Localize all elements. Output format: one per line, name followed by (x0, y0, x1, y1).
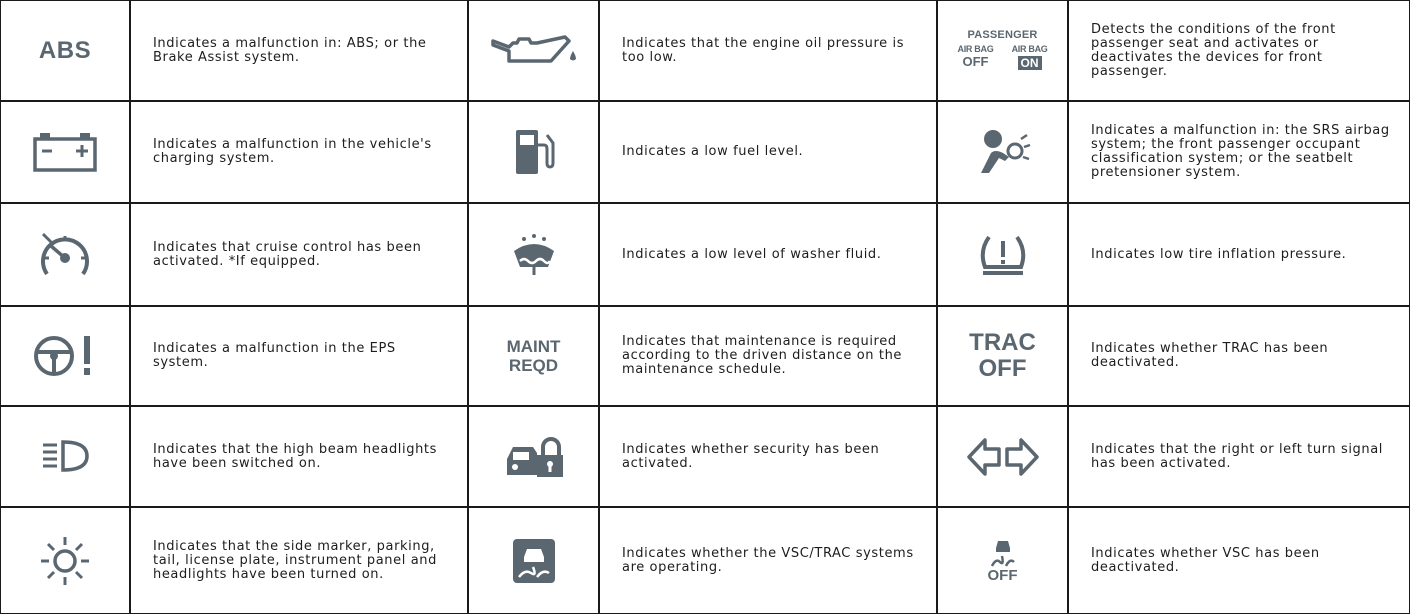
icon-cell (469, 508, 600, 613)
icon-cell (938, 407, 1069, 508)
description-text: Indicates whether security has been activated. (622, 441, 880, 471)
description-text: Indicates a malfunction in: the SRS airbag system; the front passenger occupant classification system; or the seatbelt pretensioner system. (1091, 123, 1390, 180)
description-text: Indicates low tire inflation pressure. (1091, 246, 1347, 262)
icon-cell (469, 1, 600, 102)
description-text: Detects the conditions of the front passenger seat and activates or deactivates the devices for front passenger. (1091, 21, 1336, 79)
description-cell (131, 102, 469, 204)
description-cell (600, 508, 938, 613)
icon-cell (938, 204, 1069, 307)
airbag-off-label: AIR BAG (957, 44, 994, 54)
airbag-on-label: AIR BAG (1011, 44, 1048, 54)
description-text: Indicates that the side marker, parking, tail, license plate, instrument panel and headlights have been turned on. (153, 538, 437, 582)
description-text: Indicates a malfunction in the EPS system. (153, 341, 396, 370)
maint-label: MAINT (506, 337, 561, 356)
icon-cell (469, 204, 600, 307)
icon-cell (938, 307, 1069, 407)
eps-steering-icon (32, 332, 98, 380)
icon-cell (1, 204, 131, 307)
icon-cell (938, 102, 1069, 204)
description-cell (1069, 102, 1409, 204)
description-cell (131, 1, 469, 102)
high-beam-icon (39, 439, 91, 475)
skidding-car-icon (988, 538, 1018, 568)
description-cell (1069, 1, 1409, 102)
description-text: Indicates whether the VSC/TRAC systems are operating. (622, 545, 914, 575)
battery-icon (32, 131, 98, 173)
srs-airbag-icon (975, 127, 1031, 177)
description-cell (131, 407, 469, 508)
icon-cell (1, 307, 131, 407)
description-cell (1069, 407, 1409, 508)
oil-pressure-icon (489, 31, 579, 71)
off-label: OFF (987, 567, 1018, 584)
description-cell (600, 204, 938, 307)
description-text: Indicates a malfunction in the vehicle's charging system. (153, 137, 432, 166)
icon-cell (938, 1, 1069, 102)
trac-off-icon (969, 330, 1036, 382)
description-text: Indicates a malfunction in: ABS; or the Brake Assist system. (153, 35, 427, 65)
icon-cell (1, 102, 131, 204)
washer-fluid-icon (510, 231, 558, 279)
description-cell (131, 204, 469, 307)
fuel-pump-icon (512, 127, 556, 177)
vsc-trac-icon (511, 537, 557, 585)
off-label: OFF (962, 54, 989, 69)
description-text: Indicates that the right or left turn signal has been activated. (1091, 441, 1384, 471)
side-marker-light-icon (38, 534, 92, 588)
icon-cell (469, 307, 600, 407)
description-cell (600, 407, 938, 508)
icon-cell (469, 102, 600, 204)
description-cell (1069, 508, 1409, 613)
cruise-control-icon (35, 230, 95, 280)
description-cell (131, 508, 469, 613)
abs-icon: ABS (38, 36, 92, 64)
description-text: Indicates that the high beam headlights have been switched on. (153, 441, 437, 471)
description-cell (600, 102, 938, 204)
maintenance-required-icon (507, 337, 561, 375)
on-label: ON (1018, 56, 1042, 70)
turn-signal-icon (966, 435, 1040, 479)
description-text: Indicates that cruise control has been activated. *If equipped. (153, 239, 422, 269)
security-lock-icon (503, 433, 565, 481)
off-label: OFF (978, 355, 1027, 382)
description-cell (1069, 307, 1409, 407)
icon-cell (938, 508, 1069, 613)
description-text: Indicates that the engine oil pressure is too low. (622, 35, 905, 65)
description-cell (131, 307, 469, 407)
reqd-label: REQD (508, 356, 559, 375)
vsc-off-icon (988, 538, 1018, 583)
passenger-airbag-indicator (958, 29, 1048, 72)
trac-label: TRAC (969, 329, 1036, 356)
description-cell (600, 1, 938, 102)
passenger-label: PASSENGER (967, 29, 1038, 41)
description-cell (600, 307, 938, 407)
description-text: Indicates a low level of washer fluid. (622, 246, 882, 262)
icon-cell (1, 508, 131, 613)
description-text: Indicates whether TRAC has been deactivated. (1091, 341, 1329, 370)
tire-pressure-icon (977, 231, 1029, 279)
description-text: Indicates that maintenance is required according to the driven distance on the maintenance schedule. (622, 334, 903, 377)
icon-cell (1, 407, 131, 508)
description-cell (1069, 204, 1409, 307)
icon-cell (469, 407, 600, 508)
icon-cell (1, 1, 131, 102)
description-text: Indicates whether VSC has been deactivated. (1091, 545, 1320, 575)
description-text: Indicates a low fuel level. (622, 144, 804, 159)
